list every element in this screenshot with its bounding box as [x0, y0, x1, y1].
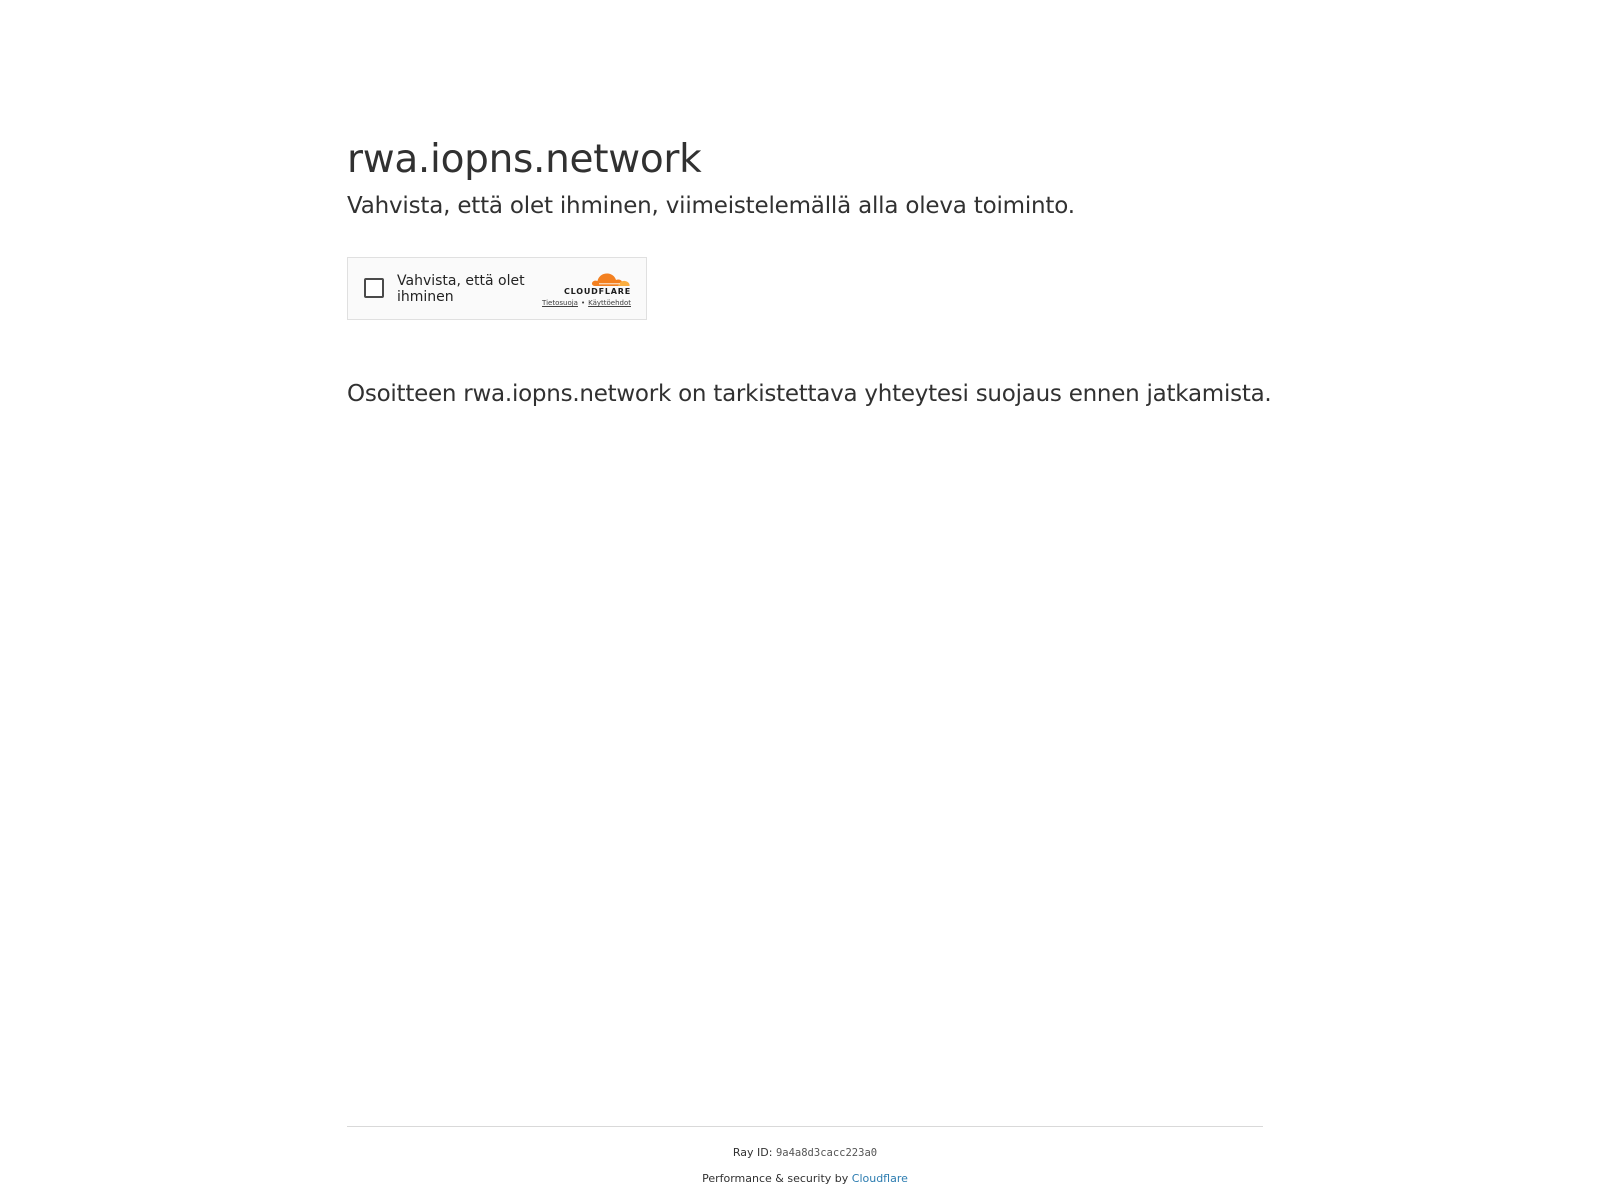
link-separator: •	[580, 299, 586, 307]
ray-id-value: 9a4a8d3cacc223a0	[775, 1147, 878, 1159]
verify-checkbox[interactable]	[364, 278, 384, 298]
widget-links	[542, 299, 631, 307]
ray-id-line	[347, 1145, 1263, 1161]
cloudflare-branding	[521, 268, 631, 310]
security-info-text: Osoitteen rwa.iopns.network on tarkistettava yhteytesi suojaus ennen jatkamista.	[347, 381, 1272, 407]
privacy-link[interactable]: Tietosuoja	[542, 299, 578, 307]
footer	[347, 1126, 1263, 1187]
cloudflare-wordmark: CLOUDFLARE	[564, 287, 631, 296]
page-title: rwa.iopns.network	[347, 137, 702, 182]
footer-divider	[347, 1126, 1263, 1127]
turnstile-widget	[347, 257, 647, 320]
main-content	[347, 130, 1272, 407]
performance-prefix: Performance & security by	[702, 1172, 852, 1185]
verify-checkbox-label[interactable]: Vahvista, että olet ihminen	[397, 273, 525, 305]
performance-line	[347, 1171, 1263, 1187]
cloudflare-logo-icon	[591, 268, 631, 288]
terms-link[interactable]: Käyttöehdot	[588, 299, 631, 307]
ray-id-label: Ray ID:	[732, 1146, 776, 1159]
cloudflare-link[interactable]: Cloudflare	[851, 1172, 908, 1185]
page-subtitle: Vahvista, että olet ihminen, viimeistelemällä alla oleva toiminto.	[347, 193, 1075, 219]
